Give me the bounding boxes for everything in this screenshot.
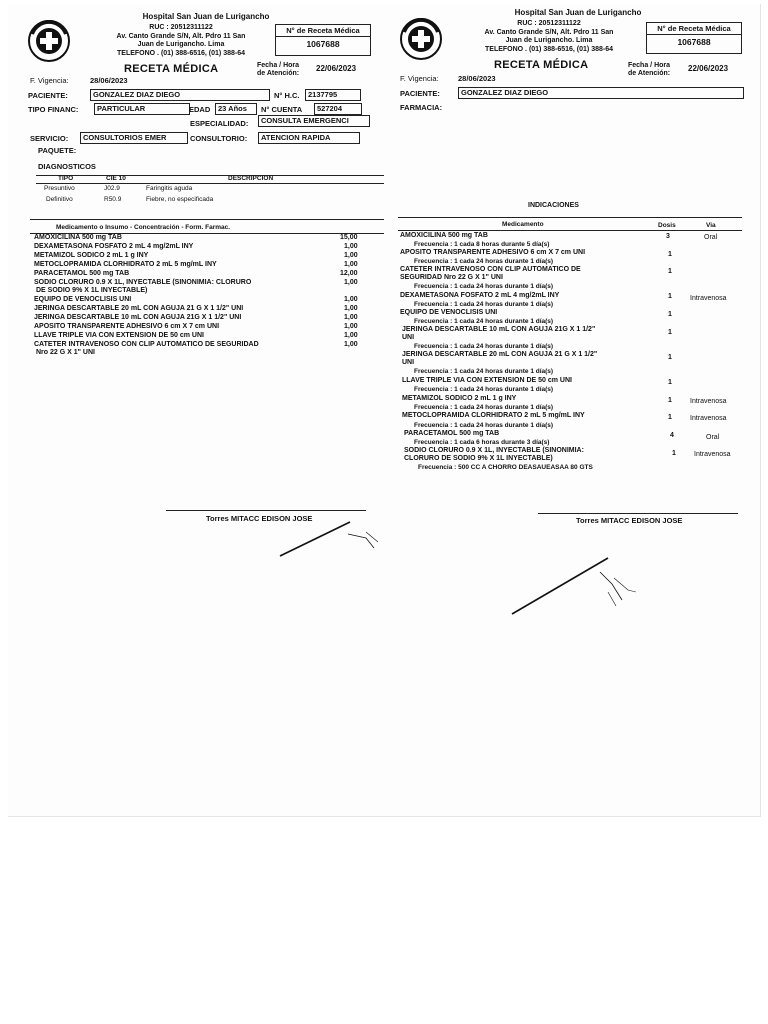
- indicacion-dosis: 1: [668, 329, 672, 336]
- indicacion-via: Oral: [706, 434, 720, 441]
- indicacion-frecuencia: Frecuencia : 1 cada 24 horas durante 1 día(s): [414, 283, 554, 290]
- diag-cie: J02.9: [104, 185, 120, 192]
- indicacion-name: CATETER INTRAVENOSO CON CLIP AUTOMATICO DE: [400, 266, 581, 273]
- indicacion-name: PARACETAMOL 500 mg TAB: [404, 430, 500, 437]
- med-table-header: Medicamento o Insumo - Concentración - Form. Farmac.: [56, 224, 231, 231]
- med-row-cont: Nro 22 G X 1" UNI: [36, 349, 95, 356]
- vigencia-label: F. Vigencia:: [400, 74, 439, 83]
- indicacion-frecuencia: Frecuencia : 1 cada 24 horas durante 1 día(s): [414, 301, 554, 308]
- header-medicamento: Medicamento: [502, 221, 544, 228]
- indicacion-dosis: 4: [670, 432, 674, 439]
- med-row: SODIO CLORURO 0.9 X 1L, INYECTABLE (SINONIMIA: CLORURO 1,00: [34, 279, 358, 286]
- indicacion-dosis: 1: [668, 293, 672, 300]
- fecha-hora-label: Fecha / Hora de Atención:: [257, 62, 300, 77]
- indicacion-frecuencia: Frecuencia : 500 CC A CHORRO DEASAUEASAA 80 GTS: [418, 464, 593, 471]
- indicacion-frecuencia: Frecuencia : 1 cada 24 horas durante 1 día(s): [414, 343, 554, 350]
- indicacion-dosis: 1: [668, 397, 672, 404]
- vigencia-value: 28/06/2023: [90, 76, 128, 85]
- divider: [36, 175, 384, 176]
- med-row: LLAVE TRIPLE VIA CON EXTENSION DE 50 cm UNI 1,00: [34, 332, 358, 339]
- vigencia-label: F. Vigencia:: [30, 76, 69, 85]
- header-dosis: Dosis: [658, 222, 676, 229]
- diagnosticos-label: DIAGNOSTICOS: [38, 162, 96, 171]
- indicacion-dosis: 1: [668, 354, 672, 361]
- address-line-1: Av. Canto Grande S/N, Alt. Pdro 11 San: [484, 28, 614, 36]
- signature-line: [538, 513, 738, 514]
- signature-icon: [504, 552, 654, 622]
- med-row: DEXAMETASONA FOSFATO 2 mL 4 mg/2mL INY 1,00: [34, 243, 358, 250]
- address-line-2: Juan de Lurigancho. Lima: [505, 37, 593, 44]
- doctor-name: Torres MITACC EDISON JOSE: [576, 516, 683, 525]
- indicacion-frecuencia: Frecuencia : 1 cada 24 horas durante 1 día(s): [414, 386, 554, 393]
- indicacion-name: DEXAMETASONA FOSFATO 2 mL 4 mg/2mL INY: [400, 292, 560, 299]
- paciente-label: PACIENTE:: [28, 91, 68, 100]
- med-row: EQUIPO DE VENOCLISIS UNI 1,00: [34, 296, 358, 303]
- edad-label: EDAD: [189, 105, 211, 114]
- recipe-number: 1067688: [306, 39, 340, 49]
- indicacion-via: Intravenosa: [690, 398, 727, 405]
- paciente-field: GONZALEZ DIAZ DIEGO: [458, 87, 744, 99]
- paciente-field: GONZALEZ DIAZ DIEGO: [90, 89, 270, 101]
- indicacion-dosis: 1: [668, 268, 672, 275]
- header-via: Via: [706, 222, 716, 229]
- indicacion-name-cont: CLORURO DE SODIO 9% X 1L INYECTABLE): [404, 455, 553, 462]
- hospital-address: [86, 24, 276, 58]
- med-row: APOSITO TRANSPARENTE ADHESIVO 6 cm X 7 cm UNI 1,00: [34, 323, 358, 330]
- indicacion-name: LLAVE TRIPLE VIA CON EXTENSION DE 50 cm UNI: [402, 377, 572, 384]
- recipe-number-label: N° de Receta Médica: [647, 23, 741, 35]
- divider: [36, 183, 384, 184]
- indicaciones-title: INDICACIONES: [528, 202, 579, 209]
- indicacion-frecuencia: Frecuencia : 1 cada 24 horas durante 1 día(s): [414, 258, 554, 265]
- phone: TELEFONO . (01) 388-6516, (01) 388-64: [485, 45, 613, 53]
- diag-header-cie: CIE 10: [106, 175, 126, 182]
- hospital-address: [454, 20, 644, 54]
- diag-tipo: Presuntivo: [44, 185, 75, 192]
- recipe-number: 1067688: [677, 37, 711, 47]
- indicacion-dosis: 1: [668, 311, 672, 318]
- vigencia-value: 28/06/2023: [458, 74, 496, 83]
- indicacion-name-cont: SEGURIDAD Nro 22 G X 1" UNI: [400, 274, 503, 281]
- indicacion-dosis: 1: [668, 379, 672, 386]
- nhc-label: N° H.C.: [274, 91, 300, 100]
- indicacion-name: AMOXICILINA 500 mg TAB: [400, 232, 488, 239]
- signature-icon: [270, 520, 390, 570]
- divider: [30, 219, 384, 220]
- indicacion-frecuencia: Frecuencia : 1 cada 6 horas durante 3 día(s): [414, 439, 550, 446]
- indicacion-via: Intravenosa: [694, 451, 731, 458]
- servicio-label: SERVICIO:: [30, 134, 69, 143]
- address-line-1: Av. Canto Grande S/N, Alt. Pdro 11 San: [116, 32, 246, 40]
- edad-field: 23 Años: [215, 103, 257, 115]
- indicacion-name: EQUIPO DE VENOCLISIS UNI: [400, 309, 498, 316]
- diag-desc: Faringitis aguda: [146, 185, 193, 192]
- indicacion-frecuencia: Frecuencia : 1 cada 24 horas durante 1 día(s): [414, 368, 554, 375]
- med-row: JERINGA DESCARTABLE 10 mL CON AGUJA 21G X 1 1/2" UNI 1,00: [34, 314, 358, 321]
- indicacion-dosis: 1: [672, 450, 676, 457]
- consultorio-label: CONSULTORIO:: [190, 134, 248, 143]
- divider: [398, 230, 742, 231]
- indicacion-name-cont: UNI: [402, 359, 415, 366]
- farmacia-label: FARMACIA:: [400, 103, 443, 112]
- indicacion-name: JERINGA DESCARTABLE 20 mL CON AGUJA 21 G X 1 1/2": [402, 351, 598, 358]
- indicacion-via: Intravenosa: [690, 295, 727, 302]
- fecha-hora: 22/06/2023: [316, 64, 357, 73]
- especialidad-label: ESPECIALIDAD:: [190, 119, 249, 128]
- med-row: METAMIZOL SODICO 2 mL 1 g INY 1,00: [34, 252, 358, 259]
- recipe-number-label: N° de Receta Médica: [276, 25, 370, 37]
- indicacion-via: Intravenosa: [690, 415, 727, 422]
- med-row: CATETER INTRAVENOSO CON CLIP AUTOMATICO DE SEGURIDAD 1,00: [34, 341, 358, 348]
- paquete-label: PAQUETE:: [38, 146, 77, 155]
- indicacion-dosis: 1: [668, 414, 672, 421]
- indicacion-frecuencia: Frecuencia : 1 cada 24 horas durante 1 día(s): [414, 404, 554, 411]
- recipe-number-box: [646, 22, 742, 54]
- ruc: RUC : 20512311122: [517, 20, 581, 27]
- especialidad-field: CONSULTA EMERGENCI: [258, 115, 370, 127]
- diag-header-desc: DESCRIPCION: [228, 175, 274, 182]
- indicacion-name: METAMIZOL SODICO 2 mL 1 g INY: [402, 395, 517, 402]
- med-row: METOCLOPRAMIDA CLORHIDRATO 2 mL 5 mg/mL INY 1,00: [34, 261, 358, 268]
- med-row: PARACETAMOL 500 mg TAB 12,00: [34, 270, 358, 277]
- fecha-hora-label: Fecha / Hora de Atención:: [628, 62, 671, 77]
- indicacion-dosis: 1: [668, 251, 672, 258]
- recipe-title: RECETA MÉDICA: [124, 63, 219, 75]
- hospital-name: Hospital San Juan de Lurigancho: [142, 12, 270, 21]
- servicio-field: CONSULTORIOS EMER: [80, 132, 188, 144]
- indicacion-frecuencia: Frecuencia : 1 cada 24 horas durante 1 día(s): [414, 318, 554, 325]
- ruc: RUC : 20512311122: [149, 24, 213, 31]
- indicacion-name: SODIO CLORURO 0.9 X 1L, INYECTABLE (SINONIMIA:: [404, 447, 584, 454]
- hospital-name: Hospital San Juan de Lurigancho: [514, 8, 642, 17]
- diag-cie: R50.9: [104, 196, 122, 203]
- prescription-copy-left: [20, 4, 392, 804]
- cuenta-label: N° CUENTA: [261, 105, 303, 114]
- nhc-field: 2137795: [305, 89, 361, 101]
- consultorio-field: ATENCION RAPIDA: [258, 132, 360, 144]
- indicacion-name: JERINGA DESCARTABLE 10 mL CON AGUJA 21G X 1 1/2": [402, 326, 596, 333]
- indicacion-dosis: 3: [666, 233, 670, 240]
- tipo-financ-label: TIPO FINANC:: [28, 105, 79, 114]
- recipe-title: RECETA MÉDICA: [494, 59, 589, 71]
- fecha-hora: 22/06/2023: [688, 64, 729, 73]
- cuenta-field: 527204: [314, 103, 362, 115]
- diag-tipo: Definitivo: [46, 196, 73, 203]
- indicacion-name-cont: UNI: [402, 334, 415, 341]
- hospital-logo-icon: [28, 20, 70, 62]
- prescription-copy-right: [392, 4, 764, 804]
- indicacion-name: METOCLOPRAMIDA CLORHIDRATO 2 mL 5 mg/mL INY: [402, 412, 585, 419]
- indicacion-frecuencia: Frecuencia : 1 cada 24 horas durante 1 día(s): [414, 422, 554, 429]
- tipo-financ-field: PARTICULAR: [94, 103, 190, 115]
- indicacion-frecuencia: Frecuencia : 1 cada 8 horas durante 5 día(s): [414, 241, 550, 248]
- doctor-name: Torres MITACC EDISON JOSE: [206, 514, 313, 523]
- recipe-number-box: [275, 24, 371, 56]
- indicacion-via: Oral: [704, 234, 718, 241]
- med-row: JERINGA DESCARTABLE 20 mL CON AGUJA 21 G X 1 1/2" UNI 1,00: [34, 305, 358, 312]
- phone: TELEFONO . (01) 388-6516, (01) 388-64: [117, 49, 245, 57]
- paciente-label: PACIENTE:: [400, 89, 440, 98]
- diag-header-tipo: TIPO: [58, 175, 74, 182]
- signature-line: [166, 510, 366, 511]
- indicacion-name: APOSITO TRANSPARENTE ADHESIVO 6 cm X 7 cm UNI: [400, 249, 586, 256]
- hospital-logo-icon: [400, 18, 442, 60]
- med-row: AMOXICILINA 500 mg TAB 15,00: [34, 234, 358, 241]
- diag-desc: Fiebre, no especificada: [146, 196, 214, 203]
- divider: [398, 217, 742, 218]
- med-row-cont: DE SODIO 9% X 1L INYECTABLE): [36, 287, 148, 294]
- prescription-sheet: [8, 4, 761, 817]
- address-line-2: Juan de Lurigancho. Lima: [137, 41, 225, 48]
